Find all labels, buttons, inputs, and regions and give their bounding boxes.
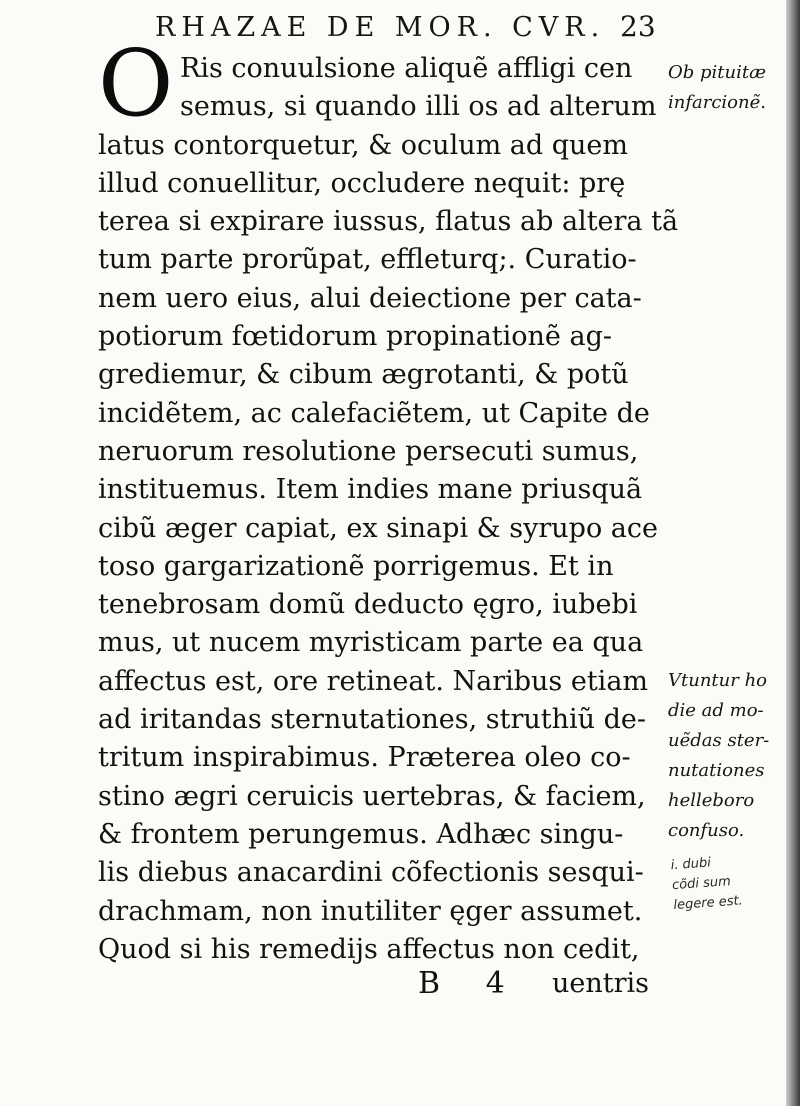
handwritten-line: cõdi sum xyxy=(671,874,732,894)
text-line: incidẽtem, ac calefaciẽtem, ut Capite de xyxy=(98,397,650,429)
text-line: lis diebus anacardini cõfectionis sesqui- xyxy=(98,857,644,889)
text-line: tum parte prorũpat, effleturq;. Curatio- xyxy=(98,244,637,276)
text-line: tritum inspirabimus. Præterea oleo co- xyxy=(98,742,631,774)
margin-note-line: confuso. xyxy=(668,820,745,841)
text-line: & frontem perungemus. Adhæc singu- xyxy=(98,818,624,850)
text-line: affectus est, ore retineat. Naribus etiam xyxy=(98,665,649,697)
text-line: grediemur, & cibum ægrotanti, & potũ xyxy=(98,359,629,391)
text-line: drachmam, non inutiliter ęger assumet. xyxy=(98,895,643,927)
text-line: potiorum fœtidorum propinationẽ ag- xyxy=(98,321,613,353)
text-line: mus, ut nucem myristicam parte ea qua xyxy=(98,627,644,659)
text-line: stino ægri ceruicis uertebras, & faciem, xyxy=(98,780,646,812)
text-line: semus, si quando illi os ad alterum xyxy=(180,91,657,123)
margin-note-line: die ad mo- xyxy=(668,700,764,721)
margin-note-line: nutationes xyxy=(668,760,765,781)
running-head: RHAZAE DE MOR. CVR. xyxy=(155,12,606,43)
margin-note-pituita xyxy=(668,58,788,118)
drop-cap-initial: O xyxy=(98,30,174,137)
text-line: cibũ æger capiat, ex sinapi & syrupo ace xyxy=(98,512,658,544)
signature-mark: B 4 xyxy=(418,966,523,1001)
margin-note-line: helleboro xyxy=(668,790,755,811)
margin-note-line: Ob pituitæ xyxy=(668,62,767,83)
text-line: illud conuellitur, occludere nequit: prę xyxy=(98,167,626,199)
text-line: toso gargarizationẽ porrigemus. Et in xyxy=(98,550,614,582)
margin-note-line: uẽdas ster- xyxy=(668,730,770,751)
main-text-block xyxy=(98,50,679,969)
text-line: neruorum resolutione persecuti sumus, xyxy=(98,435,639,467)
text-line: Quod si his remedijs affectus non cedit, xyxy=(98,933,640,965)
text-line: terea si expirare iussus, flatus ab altera tã xyxy=(98,206,679,238)
text-line: nem uero eius, alui deiectione per cata- xyxy=(98,282,642,314)
catchword: uentris xyxy=(552,968,650,999)
handwritten-line: legere est. xyxy=(672,893,744,914)
margin-note-line: Vtuntur ho xyxy=(668,670,767,691)
text-line: instituemus. Item indies mane priusquã xyxy=(98,474,643,506)
text-line: Ris conuulsione aliquẽ affligi cen xyxy=(180,53,633,84)
handwritten-annotation xyxy=(670,848,794,916)
page-number: 23 xyxy=(620,10,656,43)
page-edge-shadow xyxy=(786,0,800,1106)
text-line: latus contorquetur, & oculum ad quem xyxy=(98,129,628,161)
text-line: tenebrosam domũ deducto ęgro, iubebi xyxy=(98,589,638,621)
handwritten-line: i. dubi xyxy=(670,855,712,874)
margin-note-helleboro xyxy=(668,666,788,846)
text-line: ad iritandas sternutationes, struthiũ de- xyxy=(98,704,646,736)
margin-note-line: infarcionẽ. xyxy=(668,92,766,113)
